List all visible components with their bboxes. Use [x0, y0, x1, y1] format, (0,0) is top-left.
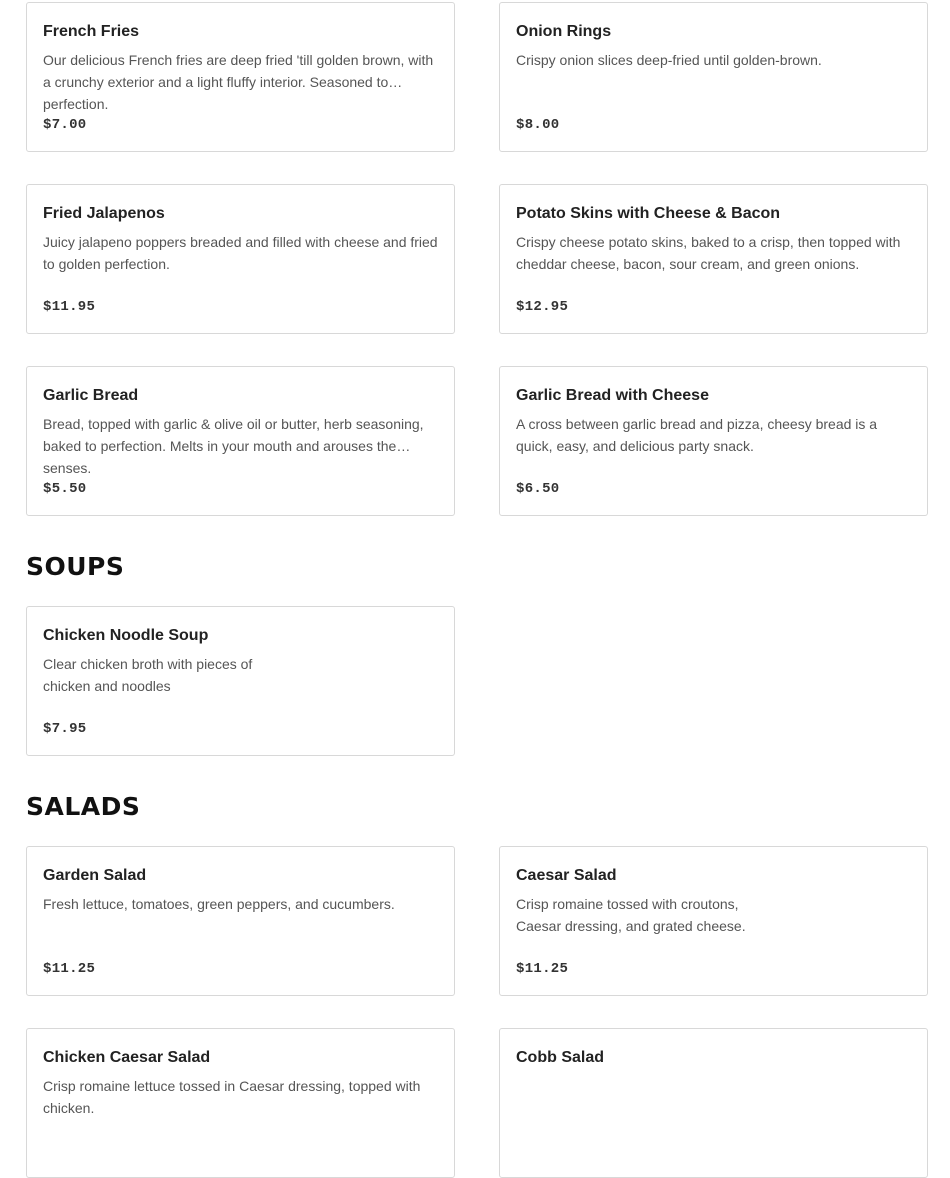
item-price: $11.25 — [43, 961, 96, 977]
item-price: $11.25 — [516, 961, 569, 977]
menu-page — [26, 2, 928, 1178]
item-description: Crisp romaine tossed with croutons, Caesar dressing, and grated cheese. — [516, 896, 746, 934]
item-description: Bread, topped with garlic & olive oil or butter, herb seasoning, baked to perfection. Melts in your mouth and arouses the senses. — [43, 416, 424, 476]
item-name: Chicken Noodle Soup — [43, 627, 209, 644]
item-price: $6.50 — [516, 481, 560, 497]
item-price: $12.95 — [516, 299, 569, 315]
item-name: Garden Salad — [43, 867, 147, 884]
menu-item-card[interactable] — [499, 366, 928, 516]
item-name: French Fries — [43, 23, 140, 40]
item-price: $5.50 — [43, 481, 87, 497]
item-description: Crispy onion slices deep-fried until golden-brown. — [516, 52, 822, 68]
item-price: $8.00 — [516, 117, 560, 133]
section-title-salads: SALADS — [26, 792, 141, 821]
item-name: Fried Jalapenos — [43, 205, 165, 222]
item-price: $7.95 — [43, 721, 87, 737]
item-price: $11.95 — [43, 299, 96, 315]
item-description: Fresh lettuce, tomatoes, green peppers, and cucumbers. — [43, 896, 395, 912]
menu-item-card[interactable] — [26, 184, 455, 334]
menu-item-card[interactable] — [26, 366, 455, 516]
item-name: Garlic Bread with Cheese — [516, 387, 709, 404]
menu-item-card[interactable] — [26, 1028, 455, 1178]
item-name: Chicken Caesar Salad — [43, 1049, 211, 1066]
item-description — [516, 1075, 911, 1119]
item-price: $7.00 — [43, 117, 87, 133]
item-name: Garlic Bread — [43, 387, 139, 404]
menu-item-card[interactable] — [26, 846, 455, 996]
soups-grid — [26, 606, 928, 756]
menu-item-card[interactable] — [26, 606, 455, 756]
item-description: Our delicious French fries are deep fried 'till golden brown, with a crunchy exterior and a light fluffy interior. Seasoned to perfection. — [43, 52, 434, 112]
menu-item-card[interactable] — [26, 2, 455, 152]
menu-item-card[interactable] — [499, 184, 928, 334]
item-name: Onion Rings — [516, 23, 612, 40]
item-name: Potato Skins with Cheese & Bacon — [516, 205, 781, 222]
menu-item-card[interactable] — [499, 2, 928, 152]
item-description: Crisp romaine lettuce tossed in Caesar dressing, topped with chicken. — [43, 1078, 421, 1116]
menu-item-card[interactable] — [499, 846, 928, 996]
section-title-soups: SOUPS — [26, 552, 125, 581]
item-description: A cross between garlic bread and pizza, cheesy bread is a quick, easy, and delicious party snack. — [516, 416, 878, 454]
item-name: Cobb Salad — [516, 1049, 605, 1066]
menu-item-card[interactable] — [499, 1028, 928, 1178]
item-description: Crispy cheese potato skins, baked to a crisp, then topped with cheddar cheese, bacon, sour cream, and green onions. — [516, 234, 901, 272]
item-name: Caesar Salad — [516, 867, 617, 884]
salads-grid — [26, 846, 928, 1178]
item-description: Juicy jalapeno poppers breaded and filled with cheese and fried to golden perfection. — [43, 234, 438, 272]
appetizers-grid — [26, 2, 928, 516]
item-description: Clear chicken broth with pieces of chicken and noodles — [43, 656, 253, 694]
